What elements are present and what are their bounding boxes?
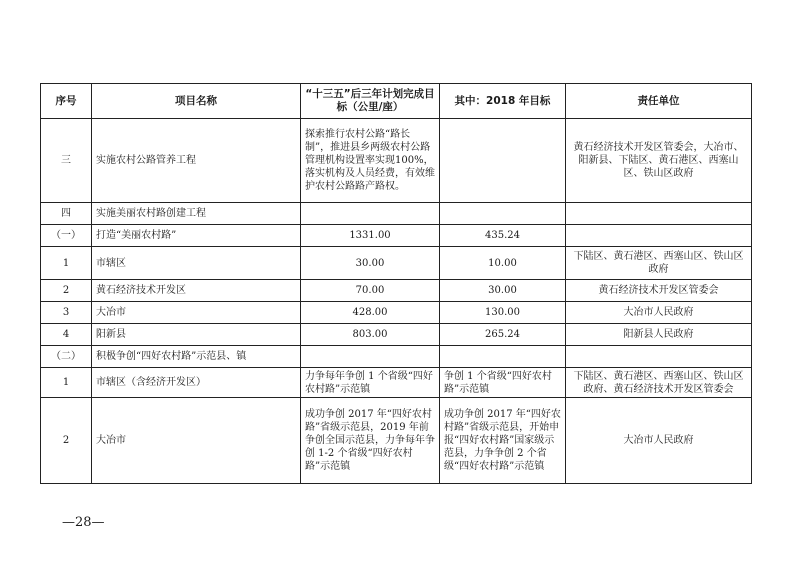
row-target: 1331.00	[301, 225, 440, 247]
row-target: 成功争创 2017 年“四好农村路”省级示范县，2019 年前争创全国示范县，力争每年争创 1-2 个省级“四好农村路”示范镇	[301, 398, 440, 484]
row-name: 大冶市	[92, 302, 301, 324]
row-seq: 四	[41, 203, 92, 225]
row-target-2018	[440, 119, 566, 203]
row-seq: 4	[41, 324, 92, 346]
row-target: 428.00	[301, 302, 440, 324]
row-name: 实施农村公路管养工程	[92, 119, 301, 203]
row-responsible	[566, 346, 752, 368]
row-name: 实施美丽农村路创建工程	[92, 203, 301, 225]
table-row	[41, 302, 752, 324]
row-seq: （一）	[41, 225, 92, 247]
row-target-2018: 130.00	[440, 302, 566, 324]
row-seq: 1	[41, 368, 92, 398]
table-row	[41, 280, 752, 302]
row-responsible: 大冶市人民政府	[566, 398, 752, 484]
row-target	[301, 203, 440, 225]
row-target: 力争每年争创 1 个省级“四好农村路”示范镇	[301, 368, 440, 398]
row-name: 市辖区（含经济开发区）	[92, 368, 301, 398]
row-responsible: 黄石经济技术开发区管委会	[566, 280, 752, 302]
row-responsible	[566, 225, 752, 247]
row-seq: 三	[41, 119, 92, 203]
header-target: “十三五”后三年计划完成目标（公里/座）	[301, 84, 440, 119]
row-target-2018: 30.00	[440, 280, 566, 302]
table-row	[41, 324, 752, 346]
row-name: 打造“美丽农村路”	[92, 225, 301, 247]
row-target	[301, 346, 440, 368]
row-responsible: 黄石经济技术开发区管委会，大冶市、阳新县、下陆区、黄石港区、西塞山区、铁山区政府	[566, 119, 752, 203]
row-seq: 2	[41, 280, 92, 302]
row-target-2018: 265.24	[440, 324, 566, 346]
table-header-row	[41, 84, 752, 119]
row-name: 阳新县	[92, 324, 301, 346]
row-target: 803.00	[301, 324, 440, 346]
row-seq: 1	[41, 247, 92, 280]
row-target-2018: 争创 1 个省级“四好农村路”示范镇	[440, 368, 566, 398]
row-target: 探索推行农村公路“路长制”，推进县乡两级农村公路管理机构设置率实现100%，落实机构及人员经费，有效维护农村公路路产路权。	[301, 119, 440, 203]
row-target-2018: 成功争创 2017 年“四好农村路”省级示范县，开始申报“四好农村路”国家级示范县，力争争创 2 个省级“四好农村路”示范镇	[440, 398, 566, 484]
page-number: —28—	[62, 515, 105, 530]
row-name: 大冶市	[92, 398, 301, 484]
row-target: 70.00	[301, 280, 440, 302]
table-row	[41, 119, 752, 203]
table-row	[41, 346, 752, 368]
header-target-2018: 其中：2018 年目标	[440, 84, 566, 119]
table-row	[41, 398, 752, 484]
header-responsible: 责任单位	[566, 84, 752, 119]
row-name: 黄石经济技术开发区	[92, 280, 301, 302]
row-target-2018	[440, 203, 566, 225]
row-target-2018: 435.24	[440, 225, 566, 247]
table-row	[41, 247, 752, 280]
row-seq: （二）	[41, 346, 92, 368]
row-responsible: 下陆区、黄石港区、西塞山区、铁山区政府	[566, 247, 752, 280]
row-seq: 3	[41, 302, 92, 324]
row-responsible: 大冶市人民政府	[566, 302, 752, 324]
table-row	[41, 225, 752, 247]
row-name: 积极争创“四好农村路”示范县、镇	[92, 346, 301, 368]
row-name: 市辖区	[92, 247, 301, 280]
table-row	[41, 203, 752, 225]
row-seq: 2	[41, 398, 92, 484]
plan-table	[40, 83, 752, 484]
header-project-name: 项目名称	[92, 84, 301, 119]
row-responsible: 下陆区、黄石港区、西塞山区、铁山区政府、黄石经济技术开发区管委会	[566, 368, 752, 398]
table-row	[41, 368, 752, 398]
row-target-2018	[440, 346, 566, 368]
row-target: 30.00	[301, 247, 440, 280]
header-seq: 序号	[41, 84, 92, 119]
row-responsible: 阳新县人民政府	[566, 324, 752, 346]
row-target-2018: 10.00	[440, 247, 566, 280]
row-responsible	[566, 203, 752, 225]
